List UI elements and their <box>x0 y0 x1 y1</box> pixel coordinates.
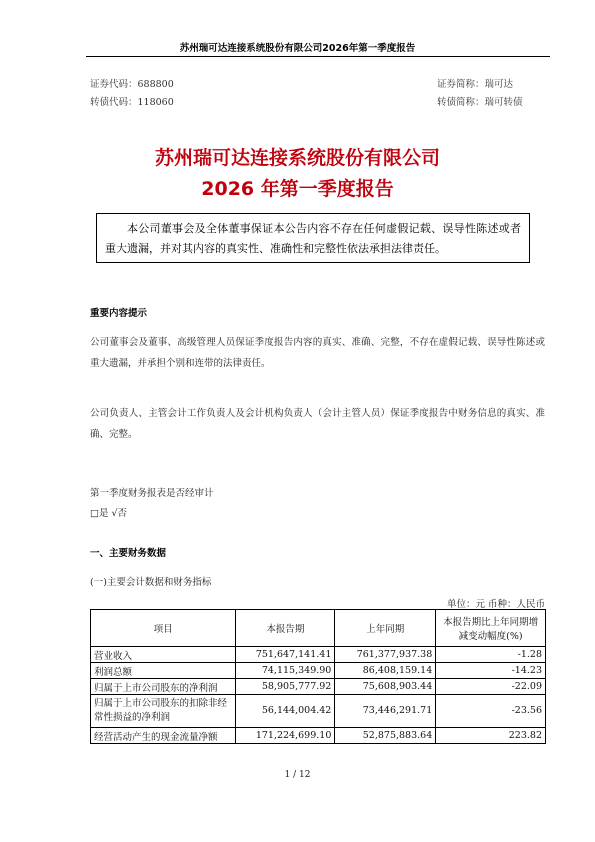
row-change: -1.28 <box>436 647 546 663</box>
row-prior: 761,377,937.38 <box>335 647 436 663</box>
row-label: 利润总额 <box>91 663 236 679</box>
col-header-change: 本报告期比上年同期增减变动幅度(%) <box>436 610 546 647</box>
col-header-prior: 上年同期 <box>335 610 436 647</box>
important-para-1-text: 公司董事会及董事、高级管理人员保证季度报告内容的真实、准确、完整，不存在虚假记载、误导性陈述或重大遗漏，并承担个别和连带的法律责任。 <box>90 337 545 369</box>
row-prior: 86,408,159.14 <box>335 663 436 679</box>
table-row <box>91 728 546 744</box>
row-label: 营业收入 <box>91 647 236 663</box>
row-prior: 75,608,903.44 <box>335 679 436 695</box>
bond-name: 转债简称：瑞可转债 <box>437 97 523 108</box>
page-number: 1 / 12 <box>284 770 311 780</box>
bond-code: 转债代码：118060 <box>90 97 174 108</box>
table-row <box>91 663 546 679</box>
row-label: 经营活动产生的现金流量净额 <box>91 728 236 744</box>
row-current: 751,647,141.41 <box>236 647 335 663</box>
row-change: 223.82 <box>436 728 546 744</box>
audit-question: 第一季度财务报表是否经审计 <box>90 488 214 499</box>
row-label: 归属于上市公司股东的净利润 <box>91 679 236 695</box>
row-change: -14.23 <box>436 663 546 679</box>
notice-text: 本公司董事会及全体董事保证本公告内容不存在任何虚假记载、误导性陈述或者重大遗漏，并对其内容的真实性、准确性和完整性依法承担法律责任。 <box>105 222 521 255</box>
row-current: 171,224,699.10 <box>236 728 335 744</box>
table-row <box>91 695 546 728</box>
unit-currency: 单位：元 币种：人民币 <box>446 599 545 610</box>
important-para-2-text: 公司负责人、主管会计工作负责人及会计机构负责人（会计主管人员）保证季度报告中财务信息的真实、准确、完整。 <box>90 408 545 440</box>
important-para-2 <box>90 403 545 445</box>
important-heading: 重要内容提示 <box>90 308 148 319</box>
table-row <box>91 679 546 695</box>
stock-code: 证券代码：688800 <box>90 79 174 90</box>
important-para-1 <box>90 332 545 374</box>
financial-data-table <box>90 609 546 744</box>
row-current: 74,115,349.90 <box>236 663 335 679</box>
row-prior: 52,875,883.64 <box>335 728 436 744</box>
running-header: 苏州瑞可达连接系统股份有限公司2026年第一季度报告 <box>179 43 416 54</box>
table-header-row <box>91 610 546 647</box>
report-title-company: 苏州瑞可达连接系统股份有限公司 <box>154 147 440 169</box>
report-title-period: 2026 年第一季度报告 <box>201 178 394 200</box>
row-current: 56,144,004.42 <box>236 695 335 728</box>
col-header-item: 项目 <box>91 610 236 647</box>
board-guarantee-notice <box>96 213 530 263</box>
row-prior: 73,446,291.71 <box>335 695 436 728</box>
header-rule <box>86 56 550 57</box>
row-change: -23.56 <box>436 695 546 728</box>
row-label: 归属于上市公司股东的扣除非经常性损益的净利润 <box>91 695 236 728</box>
col-header-current: 本报告期 <box>236 610 335 647</box>
section1-subheading: (一)主要会计数据和财务指标 <box>90 577 212 588</box>
table-row <box>91 647 546 663</box>
audit-answer: □是 √否 <box>90 508 128 519</box>
section1-heading: 一、主要财务数据 <box>90 548 167 559</box>
stock-name: 证券简称：瑞可达 <box>437 79 514 90</box>
row-current: 58,905,777.92 <box>236 679 335 695</box>
row-change: -22.09 <box>436 679 546 695</box>
